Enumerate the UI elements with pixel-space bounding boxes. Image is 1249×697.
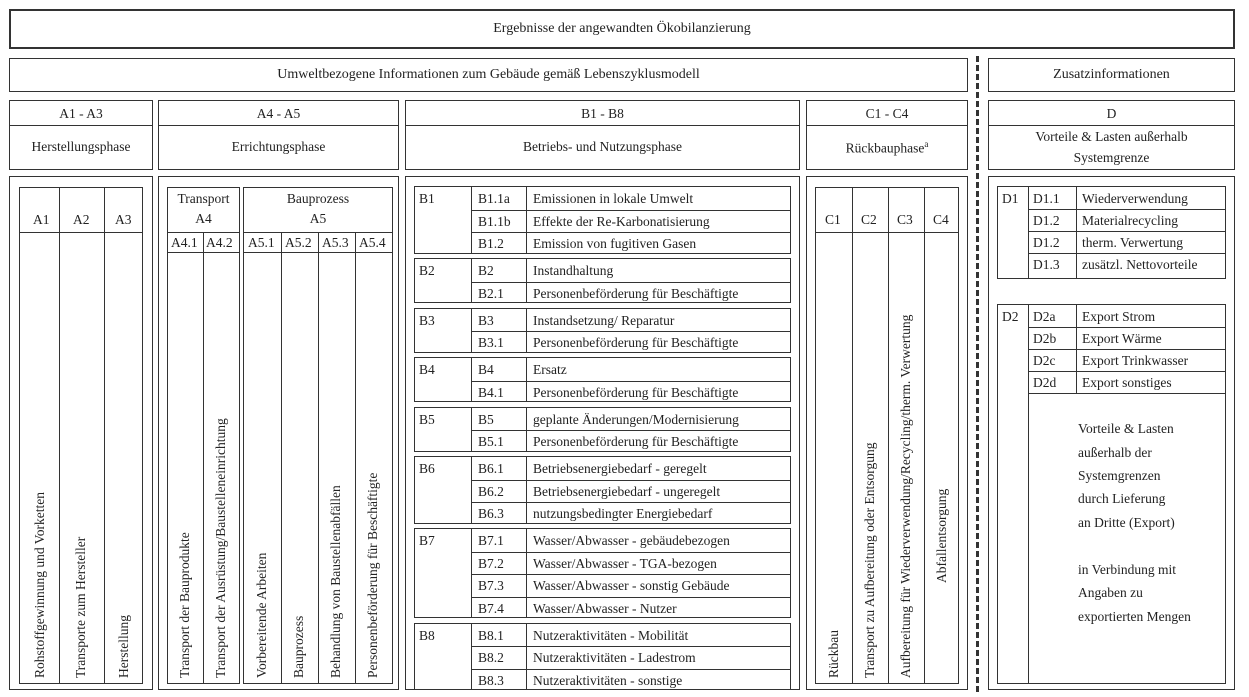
phase-name: Errichtungsphase [231,139,326,154]
divider [1028,371,1225,372]
text-a4-2: Transport der Ausrüstung/Baustelleneinrichtung [213,418,228,678]
phase-code: B1 - B8 [581,106,624,121]
d1-item-code: D1.2 [1033,213,1060,228]
b-item-text: Ersatz [533,362,567,377]
b-group [414,258,791,303]
divider [471,232,790,233]
b-item-text: Betriebsenergiebedarf - geregelt [533,461,707,476]
b-group-code: B5 [419,411,435,427]
b-item-text: Personenbeförderung für Beschäftigte [533,285,739,301]
divider [471,358,472,401]
text-c2: Transport zu Aufbereitung oder Entsorgung [862,442,877,678]
b-item-code: B4 [478,362,494,377]
d2-note-line: Angaben zu [1078,585,1143,600]
d1-item-text: therm. Verwertung [1082,235,1183,250]
b-group-code: B8 [419,627,435,643]
extra-header: Zusatzinformationen [988,58,1235,92]
divider [526,457,527,523]
d2-item-code: D2c [1033,353,1056,368]
text-a4-1: Transport der Bauprodukte [177,532,192,678]
main-header: Umweltbezogene Informationen zum Gebäude gemäß Lebenszyklusmodell [9,58,968,92]
b-group-code: B1 [419,191,435,206]
diagram-title: Ergebnisse der angewandten Ökobilanzierung [9,9,1235,49]
b-item-text: Effekte der Re-Karbonatisierung [533,213,710,229]
b-item-text: Nutzeraktivitäten - sonstige [533,672,683,688]
divider [1028,187,1029,278]
phase-name-line2: Systemgrenze [1073,150,1150,165]
b-group-code: B2 [419,263,435,278]
divider [1028,393,1225,394]
divider [10,125,152,126]
divider [471,381,790,382]
b-item-code: B2.1 [478,285,504,301]
b-item-text: Instandsetzung/ Reparatur [533,312,675,328]
divider [1028,253,1225,254]
d2-item-code: D2b [1033,331,1057,346]
b-group [414,407,791,452]
divider [104,188,105,683]
divider [471,430,790,431]
b-item-text: Nutzeraktivitäten - Mobilität [533,627,689,643]
col-c3: C3 [897,212,913,227]
b-item-code: B1.1b [478,213,511,229]
divider [471,669,790,670]
divider [471,597,790,598]
d2-item-text: Export sonstiges [1082,375,1172,390]
d2-note-line: Systemgrenzen [1078,468,1161,483]
text-a5-2: Bauprozess [291,615,306,678]
col-a5-4: A5.4 [359,235,386,250]
b-item-code: B7.2 [478,555,504,571]
b-item-code: B8.1 [478,627,504,643]
a4-table [167,187,240,684]
phase-header-a4a5 [158,100,399,170]
divider [989,125,1234,126]
d2-item-text: Export Trinkwasser [1082,353,1189,368]
text-a1: Rohstoffgewinnung und Vorketten [32,492,47,678]
a5-table [243,187,393,684]
b-item-text: nutzungsbedingter Energiebedarf [533,506,713,521]
phase-name: Herstellungsphase [31,139,131,154]
d2-item-code: D2d [1033,375,1057,390]
divider [471,309,472,352]
b-item-code: B5.1 [478,434,504,449]
b-item-code: B8.3 [478,672,504,688]
d2-note-line: exportierten Mengen [1078,609,1191,624]
text-a2: Transporte zum Hersteller [73,536,88,678]
col-c1: C1 [825,212,841,227]
phase-code: C1 - C4 [865,106,909,121]
text-a5-3: Behandlung von Baustellenabfällen [328,485,343,678]
d2-note-line: an Dritte (Export) [1078,515,1175,530]
b-item-text: Personenbeförderung für Beschäftigte [533,384,739,400]
b-item-code: B7.3 [478,578,504,593]
col-a5-1: A5.1 [248,235,275,250]
divider [471,529,472,617]
divider [1028,349,1225,350]
d1-item-code: D1.3 [1033,257,1060,272]
divider [471,210,790,211]
d1-item-code: D1.1 [1033,191,1060,206]
bau-code: A5 [309,211,327,226]
b-item-text: Emission von fugitiven Gasen [533,236,697,251]
c-table [815,187,959,684]
divider [471,552,790,553]
b-group [414,623,791,691]
b-item-text: Instandhaltung [533,263,614,278]
d2-group [997,304,1226,684]
d2-note-line: in Verbindung mit [1078,562,1177,577]
divider [1028,327,1225,328]
a4a5-panel [158,176,399,690]
divider [471,574,790,575]
col-c4: C4 [933,212,949,227]
footnote-marker: a [924,139,929,149]
b-item-text: geplante Änderungen/Modernisierung [533,411,739,427]
b-group [414,528,791,618]
divider [526,187,527,253]
text-a5-1: Vorbereitende Arbeiten [254,552,269,678]
d1-item-text: Wiederverwendung [1082,191,1188,206]
bau-label: Bauprozess [286,191,350,206]
b-item-code: B6.3 [478,506,504,521]
b-item-text: Wasser/Abwasser - TGA-bezogen [533,555,717,571]
a1a3-panel [9,176,153,690]
divider [471,187,472,253]
transport-code: A4 [195,211,212,226]
d2-note-line: Vorteile & Lasten [1078,421,1174,436]
col-a5-2: A5.2 [285,235,312,250]
divider [471,624,472,690]
d-panel [988,176,1235,690]
b-item-code: B8.2 [478,650,504,665]
b-group [414,308,791,353]
b-item-text: Emissionen in lokale Umwelt [533,191,694,206]
d1-item-text: Materialrecycling [1082,213,1178,228]
b-item-code: B3.1 [478,335,504,350]
divider [924,188,925,683]
col-c2: C2 [861,212,877,227]
b-panel [405,176,800,690]
phase-header-a1a3 [9,100,153,170]
b-item-code: B3 [478,312,494,328]
divider [203,232,204,683]
divider [526,624,527,690]
b-item-code: B1.1a [478,191,510,206]
divider [852,188,853,683]
phase-name [807,139,967,157]
divider [59,188,60,683]
d2-item-text: Export Strom [1082,309,1156,324]
b-item-code: B2 [478,263,494,278]
b-item-text: Personenbeförderung für Beschäftigte [533,434,739,449]
divider [471,259,472,302]
divider [318,232,319,683]
b-item-text: Nutzeraktivitäten - Ladestrom [533,650,696,665]
b-item-code: B6.1 [478,461,504,476]
phase-code: A4 - A5 [256,106,301,121]
col-a5-3: A5.3 [322,235,349,250]
divider [281,232,282,683]
b-item-text: Betriebsenergiebedarf - ungeregelt [533,483,721,499]
phase-header-d [988,100,1235,170]
d2-item-text: Export Wärme [1082,331,1162,346]
d1-item-code: D1.2 [1033,235,1060,250]
phase-header-c [806,100,968,170]
divider [406,125,799,126]
b-item-code: B1.2 [478,236,504,251]
b-item-text: Wasser/Abwasser - Nutzer [533,600,677,616]
divider [355,232,356,683]
divider [888,188,889,683]
divider [471,457,472,523]
d2-note-line: außerhalb der [1078,445,1152,460]
transport-label: Transport [177,191,230,206]
b-group-code: B3 [419,312,435,328]
b-item-code: B4.1 [478,384,504,400]
divider [526,358,527,401]
d2-code: D2 [1002,309,1019,324]
divider [1028,305,1029,683]
divider [471,282,790,283]
phase-code: D [1106,106,1117,121]
col-a3: A3 [115,212,132,227]
d2-note-line: durch Lieferung [1078,491,1166,506]
b-group [414,186,791,254]
b-item-code: B6.2 [478,483,504,499]
divider [471,480,790,481]
d1-item-text: zusätzl. Nettovorteile [1082,257,1198,272]
text-c4: Abfallentsorgung [934,488,949,583]
divider [471,646,790,647]
b-item-text: Personenbeförderung für Beschäftigte [533,335,739,350]
divider [807,125,967,126]
phase-name-line1: Vorteile & Lasten außerhalb [1035,129,1188,144]
b-item-text: Wasser/Abwasser - gebäudebezogen [533,533,730,548]
text-c3: Aufbereitung für Wiederverwendung/Recycling/therm. Verwertung [898,314,913,678]
d1-code: D1 [1002,191,1019,206]
divider [159,125,398,126]
divider [526,259,527,302]
phase-code: A1 - A3 [59,106,103,121]
col-a4-2: A4.2 [206,235,233,250]
b-item-code: B7.1 [478,533,504,548]
text-a3: Herstellung [116,615,131,678]
divider [471,331,790,332]
divider [526,309,527,352]
divider [816,232,958,233]
divider [471,502,790,503]
divider [1028,231,1225,232]
text-a5-4: Personenbeförderung für Beschäftigte [365,472,380,678]
divider [526,529,527,617]
phase-header-b [405,100,800,170]
col-a2: A2 [73,212,90,227]
d1-group [997,186,1226,279]
phase-name-text: Rückbauphase [845,140,925,156]
a1a3-table [19,187,143,684]
d2-item-code: D2a [1033,309,1056,324]
divider [20,232,142,233]
separator-dashed-line [976,56,979,692]
b-group-code: B7 [419,533,435,548]
b-item-text: Wasser/Abwasser - sonstig Gebäude [533,578,730,593]
b-group [414,357,791,402]
b-item-code: B5 [478,411,494,427]
divider [471,408,472,451]
col-a4-1: A4.1 [171,235,198,250]
b-group [414,456,791,524]
divider [526,408,527,451]
text-c1: Rückbau [826,630,841,678]
c-panel [806,176,968,690]
b-item-code: B7.4 [478,600,504,616]
b-group-code: B6 [419,461,435,476]
divider [1028,209,1225,210]
col-a1: A1 [33,212,50,227]
b-group-code: B4 [419,362,435,377]
phase-name: Betriebs- und Nutzungsphase [523,139,682,154]
divider [1076,187,1077,278]
